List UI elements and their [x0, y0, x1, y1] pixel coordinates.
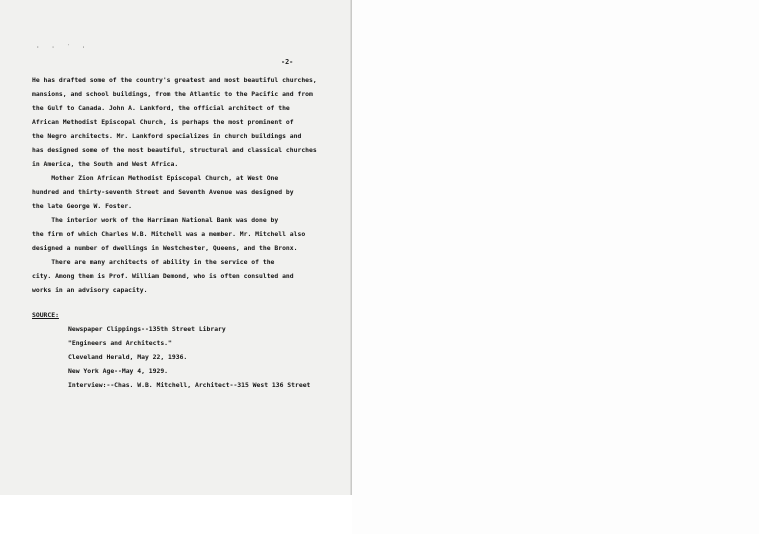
body-line: the Gulf to Canada. John A. Lankford, the official architect of the: [32, 104, 290, 112]
blank-facing-page: [352, 0, 759, 534]
body-line: city. Among them is Prof. William Demond, who is often consulted and: [32, 272, 294, 280]
body-line: African Methodist Episcopal Church, is perhaps the most prominent of: [32, 118, 294, 126]
body-line: in America, the South and West Africa.: [32, 160, 179, 168]
source-item: Interview:--Chas. W.B. Mitchell, Architect--315 West 136 Street: [68, 381, 311, 389]
body-line: hundred and thirty-seventh Street and Seventh Avenue was designed by: [32, 188, 294, 196]
scan-margin: [0, 495, 352, 534]
source-item: Newspaper Clippings--135th Street Library: [68, 325, 226, 333]
page-number: -2-: [281, 58, 294, 66]
body-line: The interior work of the Harriman National Bank was done by: [32, 216, 279, 224]
body-line: mansions, and school buildings, from the Atlantic to the Pacific and from: [32, 90, 313, 98]
source-item: New York Age--May 4, 1929.: [68, 367, 169, 375]
body-line: has designed some of the most beautiful, structural and classical churches: [32, 146, 317, 154]
body-line: Mother Zion African Methodist Episcopal Church, at West One: [32, 174, 279, 182]
source-heading: SOURCE:: [32, 311, 59, 319]
body-line: There are many architects of ability in the service of the: [32, 258, 275, 266]
scan-specks: · · ˙ ·: [36, 44, 90, 51]
body-line: the Negro architects. Mr. Lankford specializes in church buildings and: [32, 132, 302, 140]
body-line: works in an advisory capacity.: [32, 286, 148, 294]
body-line: the late George W. Foster.: [32, 202, 133, 210]
source-item: "Engineers and Architects.": [68, 339, 172, 347]
source-item: Cleveland Herald, May 22, 1936.: [68, 353, 188, 361]
body-line: the firm of which Charles W.B. Mitchell was a member. Mr. Mitchell also: [32, 230, 306, 238]
body-line: He has drafted some of the country's greatest and most beautiful churches,: [32, 76, 317, 84]
body-line: designed a number of dwellings in Westchester, Queens, and the Bronx.: [32, 244, 298, 252]
